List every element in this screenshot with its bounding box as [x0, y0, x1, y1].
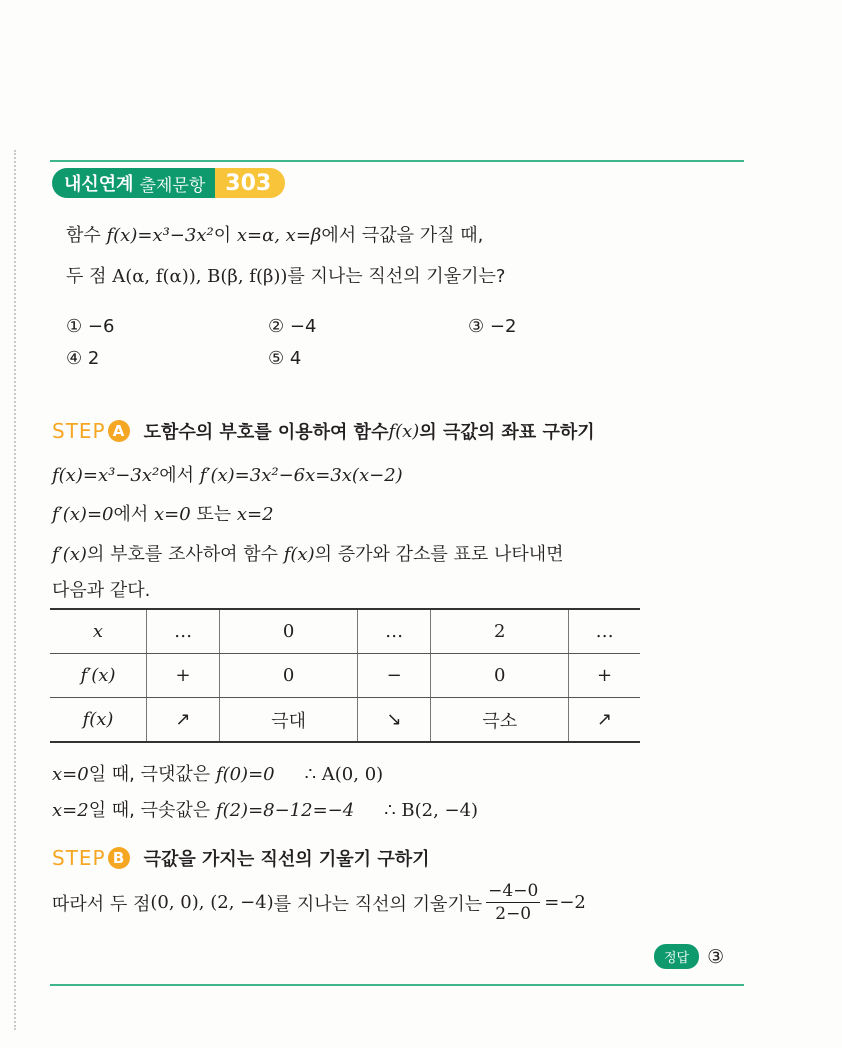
math: x=2	[52, 800, 89, 821]
table-cell: +	[569, 654, 640, 698]
badge-series-name: 내신연계	[64, 174, 134, 195]
text: 에서	[159, 465, 200, 486]
math: x=0	[52, 764, 89, 785]
increase-decrease-table	[50, 608, 640, 743]
math: f′(x)	[52, 544, 87, 565]
math: f(0)=0	[215, 764, 275, 785]
bottom-rule	[50, 984, 744, 986]
sol-a-line-2	[52, 500, 274, 526]
step-letter-icon: B	[108, 847, 130, 869]
table-row	[50, 698, 640, 743]
text: 에서 극값을 가질 때,	[321, 225, 484, 246]
sol-a-line-3	[52, 540, 564, 566]
table-cell: f(x)	[50, 698, 147, 743]
choice-3[interactable]: ③ −2	[468, 316, 517, 337]
text: 일 때, 극솟값은	[88, 800, 216, 821]
decrease-arrow-icon: ↘	[358, 698, 431, 743]
problem-line-2	[66, 262, 505, 288]
text: 일 때, 극댓값은	[88, 764, 216, 785]
text: 또는	[190, 504, 237, 525]
table-cell: 2	[431, 609, 569, 654]
choice-2[interactable]: ② −4	[268, 316, 317, 337]
increase-arrow-icon: ↗	[569, 698, 640, 743]
increase-arrow-icon: ↗	[147, 698, 220, 743]
table-cell: …	[569, 609, 640, 654]
table-cell: 극소	[431, 698, 569, 743]
text: 를 지나는 직선의 기울기는	[273, 893, 483, 915]
step-title: 극값을 가지는 직선의 기울기 구하기	[143, 849, 430, 870]
answer-label: 정답	[654, 944, 699, 969]
table-cell: …	[358, 609, 431, 654]
text: 이	[213, 225, 237, 246]
step-a-heading	[52, 418, 595, 444]
answer-value: ③	[707, 945, 725, 968]
sol-a-line-4: 다음과 같다.	[52, 580, 151, 601]
fraction-numerator: −4−0	[488, 881, 539, 901]
table-cell: x	[50, 609, 147, 654]
math: f′(x)=3x²−6x=3x(x−2)	[199, 465, 403, 486]
badge-series	[52, 168, 215, 198]
badge-label: 출제문항	[139, 175, 206, 196]
sol-b-line	[52, 880, 586, 925]
math: x=2	[236, 504, 274, 525]
choice-1[interactable]: ① −6	[66, 316, 115, 337]
problem-number: 303	[215, 168, 285, 198]
text: 두 점	[66, 266, 113, 287]
step-letter-icon: A	[108, 420, 130, 442]
answer-block	[654, 944, 724, 969]
top-rule	[50, 160, 744, 162]
choice-5[interactable]: ⑤ 4	[268, 348, 302, 369]
math: f(2)=8−12=−4	[215, 800, 355, 821]
table-cell: 0	[431, 654, 569, 698]
table-cell: 극대	[220, 698, 358, 743]
margin-dotted-line	[14, 150, 16, 1030]
math: x=α, x=β	[236, 225, 322, 246]
local-max-line	[52, 760, 383, 786]
choice-4[interactable]: ④ 2	[66, 348, 100, 369]
step-word: STEP	[52, 846, 106, 870]
math: (0, 0), (2, −4)	[150, 892, 274, 913]
math: f(x)	[283, 544, 315, 565]
math: ∴ A(0, 0)	[304, 764, 384, 785]
math: f(x)=x³−3x²	[52, 465, 160, 486]
math: =−2	[544, 892, 586, 913]
fraction-denominator: 2−0	[495, 904, 532, 924]
text: 의 부호를 조사하여 함수	[86, 544, 284, 565]
table-cell: …	[147, 609, 220, 654]
math: A(α, f(α)), B(β, f(β))	[112, 266, 288, 287]
text: 의 증가와 감소를 표로 나타내면	[314, 544, 564, 565]
text: 함수	[66, 225, 107, 246]
problem-badge	[52, 168, 285, 198]
step-title: 도함수의 부호를 이용하여 함수	[143, 422, 389, 443]
math: x=0	[153, 504, 191, 525]
table-cell: +	[147, 654, 220, 698]
table-row	[50, 609, 640, 654]
step-b-heading	[52, 845, 430, 871]
problem-line-1	[66, 221, 483, 247]
local-min-line	[52, 796, 478, 822]
text: 를 지나는 직선의 기울기는?	[287, 266, 506, 287]
slope-fraction	[486, 880, 540, 925]
table-row	[50, 654, 640, 698]
step-title: 의 극값의 좌표 구하기	[419, 422, 595, 443]
math: f(x)	[388, 420, 420, 442]
table-cell: 0	[220, 654, 358, 698]
table-cell: −	[358, 654, 431, 698]
sol-a-line-1	[52, 461, 403, 487]
table-cell: 0	[220, 609, 358, 654]
table-cell: f′(x)	[50, 654, 147, 698]
text: 따라서 두 점	[52, 893, 151, 915]
math: f′(x)=0	[52, 504, 114, 525]
text: 에서	[113, 504, 154, 525]
step-word: STEP	[52, 419, 106, 443]
math: f(x)=x³−3x²	[106, 225, 214, 246]
math: ∴ B(2, −4)	[384, 800, 479, 821]
